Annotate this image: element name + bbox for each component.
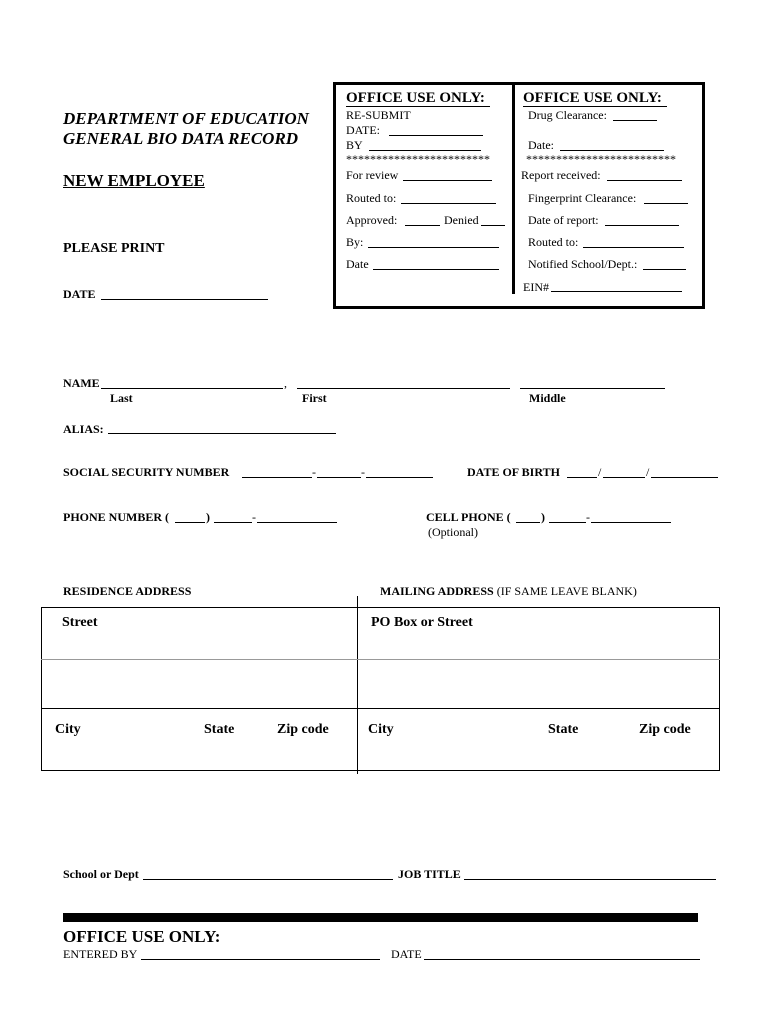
- dob-year-line[interactable]: [651, 477, 718, 478]
- ssn-dash-2: -: [361, 465, 365, 479]
- first-name-line[interactable]: [297, 388, 510, 389]
- approved-label: Approved:: [346, 213, 398, 227]
- cell-optional-note: (Optional): [428, 525, 478, 539]
- form-title: GENERAL BIO DATA RECORD: [63, 129, 299, 148]
- date-of-report-label: Date of report:: [528, 213, 599, 227]
- report-received-label: Report received:: [521, 168, 601, 182]
- mailing-state-label: State: [548, 722, 579, 737]
- by-line-left[interactable]: [368, 247, 499, 248]
- drug-clearance-label: Drug Clearance:: [528, 108, 607, 122]
- phone-label: PHONE NUMBER (: [63, 510, 169, 524]
- ssn-part2-line[interactable]: [317, 477, 361, 478]
- middle-name-line[interactable]: [520, 388, 665, 389]
- office-use-right-title: OFFICE USE ONLY:: [523, 90, 662, 106]
- school-dept-label: School or Dept: [63, 867, 139, 881]
- alias-label: ALIAS:: [63, 422, 104, 436]
- drug-date-label: Date:: [528, 138, 554, 152]
- ssn-dash-1: -: [312, 465, 316, 479]
- drug-date-line[interactable]: [560, 150, 664, 151]
- cell-label: CELL PHONE (: [426, 510, 511, 524]
- mailing-address-label: [380, 584, 637, 599]
- ein-line[interactable]: [551, 291, 682, 292]
- phone-number-line[interactable]: [257, 522, 337, 523]
- cell-number-line[interactable]: [591, 522, 671, 523]
- job-title-label: JOB TITLE: [398, 867, 461, 881]
- for-review-line[interactable]: [403, 180, 492, 181]
- notified-label: Notified School/Dept.:: [528, 257, 638, 271]
- mailing-street-input[interactable]: [358, 660, 719, 707]
- cell-paren-close: ): [541, 510, 545, 524]
- denied-line[interactable]: [481, 225, 505, 226]
- first-caption: First: [302, 391, 327, 405]
- date-line-left[interactable]: [373, 269, 499, 270]
- resubmit-by-line[interactable]: [369, 150, 481, 151]
- office-box-divider: [512, 84, 515, 294]
- resubmit-by-label: BY: [346, 138, 363, 152]
- denied-label: Denied: [444, 213, 479, 227]
- dob-day-line[interactable]: [603, 477, 645, 478]
- mailing-zip-label: Zip code: [639, 722, 691, 737]
- fingerprint-label: Fingerprint Clearance:: [528, 191, 637, 205]
- resubmit-date-label: DATE:: [346, 123, 380, 137]
- office-title-underline-right: [523, 106, 667, 107]
- footer-date-line[interactable]: [424, 959, 700, 960]
- residence-street-input[interactable]: [42, 660, 356, 707]
- date-input-line[interactable]: [101, 299, 268, 300]
- dob-slash-1: /: [598, 465, 602, 479]
- report-received-line[interactable]: [607, 180, 682, 181]
- routed-to-line-right[interactable]: [583, 247, 684, 248]
- by-label-left: By:: [346, 235, 364, 249]
- routed-to-label-right: Routed to:: [528, 235, 579, 249]
- stars-left: ************************: [346, 152, 490, 166]
- dob-month-line[interactable]: [567, 477, 597, 478]
- dob-slash-2: /: [646, 465, 650, 479]
- entered-by-label: ENTERED BY: [63, 947, 138, 961]
- job-title-line[interactable]: [464, 879, 716, 880]
- drug-clearance-line[interactable]: [613, 120, 657, 121]
- date-label: DATE: [63, 287, 96, 301]
- cell-area-line[interactable]: [516, 522, 540, 523]
- phone-area-line[interactable]: [175, 522, 205, 523]
- name-label: NAME: [63, 376, 100, 390]
- mailing-street-label: PO Box or Street: [371, 615, 473, 630]
- new-employee-heading: NEW EMPLOYEE: [63, 171, 205, 190]
- last-name-line[interactable]: [101, 388, 283, 389]
- stars-right: *************************: [526, 152, 676, 166]
- ssn-part3-line[interactable]: [366, 477, 433, 478]
- routed-to-line-left[interactable]: [401, 203, 496, 204]
- cell-prefix-line[interactable]: [549, 522, 586, 523]
- ein-label: EIN#: [523, 280, 549, 294]
- residence-address-label: RESIDENCE ADDRESS: [63, 584, 192, 598]
- last-caption: Last: [110, 391, 133, 405]
- office-use-left-title: OFFICE USE ONLY:: [346, 90, 485, 106]
- approved-line[interactable]: [405, 225, 440, 226]
- date-label-left: Date: [346, 257, 369, 271]
- footer-divider-bar: [63, 913, 698, 922]
- resubmit-label: RE-SUBMIT: [346, 108, 411, 122]
- phone-paren-close: ): [206, 510, 210, 524]
- phone-dash: -: [252, 510, 256, 524]
- mailing-address-title: MAILING ADDRESS: [380, 584, 494, 598]
- residence-zip-label: Zip code: [277, 722, 329, 737]
- ssn-label: SOCIAL SECURITY NUMBER: [63, 465, 230, 479]
- department-title: DEPARTMENT OF EDUCATION: [63, 109, 309, 128]
- entered-by-line[interactable]: [141, 959, 380, 960]
- cell-dash: -: [586, 510, 590, 524]
- residence-city-label: City: [55, 722, 81, 737]
- dob-label: DATE OF BIRTH: [467, 465, 560, 479]
- alias-line[interactable]: [108, 433, 336, 434]
- office-title-underline-left: [346, 106, 490, 107]
- middle-caption: Middle: [529, 391, 566, 405]
- routed-to-label-left: Routed to:: [346, 191, 397, 205]
- name-comma: ,: [284, 376, 287, 390]
- footer-date-label: DATE: [391, 947, 422, 961]
- school-dept-line[interactable]: [143, 879, 393, 880]
- resubmit-date-line[interactable]: [389, 135, 483, 136]
- please-print-label: PLEASE PRINT: [63, 241, 165, 256]
- fingerprint-line[interactable]: [644, 203, 688, 204]
- phone-prefix-line[interactable]: [214, 522, 252, 523]
- for-review-label: For review: [346, 168, 399, 182]
- date-of-report-line[interactable]: [605, 225, 679, 226]
- notified-line[interactable]: [643, 269, 686, 270]
- ssn-part1-line[interactable]: [242, 477, 312, 478]
- footer-office-use-title: OFFICE USE ONLY:: [63, 927, 221, 946]
- residence-state-label: State: [204, 722, 235, 737]
- mailing-address-note: (IF SAME LEAVE BLANK): [496, 584, 637, 598]
- mailing-city-label: City: [368, 722, 394, 737]
- residence-street-label: Street: [62, 615, 98, 630]
- address-row-divider-2: [41, 708, 720, 709]
